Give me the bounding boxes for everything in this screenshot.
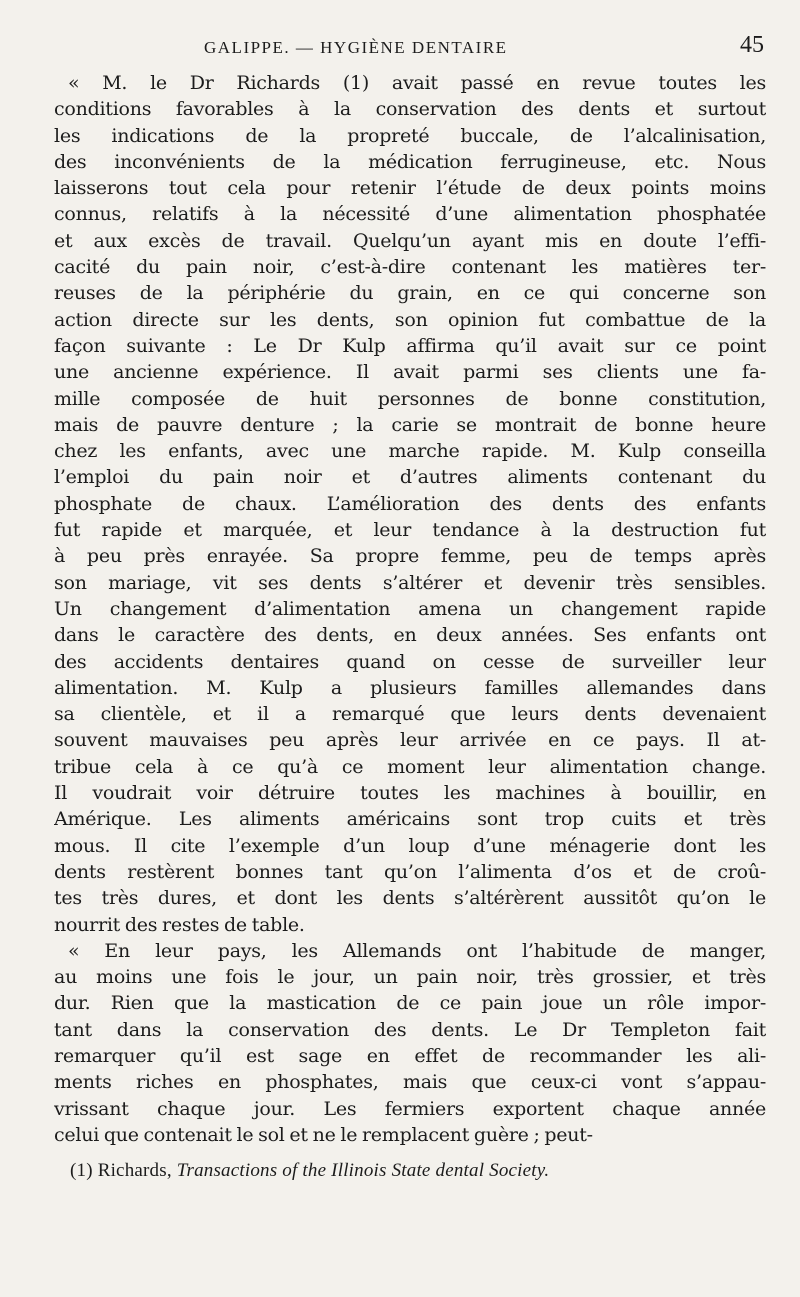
text-line: une ancienne expérience. Il avait parmi ses clients une fa- — [54, 361, 766, 384]
text-line: nourrit des restes de table. — [54, 913, 305, 936]
text-line: vrissant chaque jour. Les fermiers exportent chaque année — [54, 1097, 766, 1120]
text-line: façon suivante : Le Dr Kulp affirma qu’il avait sur ce point — [54, 334, 766, 357]
text-line: souvent mauvaises peu après leur arrivée en ce pays. Il at- — [54, 729, 766, 752]
text-line: des accidents dentaires quand on cesse de surveiller leur — [54, 650, 766, 673]
text-line: au moins une fois le jour, un pain noir, très grossier, et très — [54, 966, 766, 989]
text-line: alimentation. M. Kulp a plusieurs familles allemandes dans — [54, 676, 766, 699]
text-line: reuses de la périphérie du grain, en ce qui concerne son — [54, 282, 766, 305]
footnote-marker: (1) Richards, — [70, 1160, 177, 1182]
text-line: Amérique. Les aliments américains sont trop cuits et très — [54, 808, 766, 831]
footnote — [54, 1160, 766, 1182]
text-line: laisserons tout cela pour retenir l’étude de deux points moins — [54, 177, 766, 200]
text-line: Un changement d’alimentation amena un changement rapide — [54, 597, 766, 620]
text-line: les indications de la propreté buccale, de l’alcalinisation, — [54, 124, 766, 147]
text-line: mais de pauvre denture ; la carie se montrait de bonne heure — [54, 413, 766, 436]
text-line: dans le caractère des dents, en deux années. Ses enfants ont — [54, 624, 766, 647]
text-line: action directe sur les dents, son opinion fut combattue de la — [54, 308, 766, 331]
running-header — [54, 34, 766, 70]
text-line: fut rapide et marquée, et leur tendance à la destruction fut — [54, 519, 766, 542]
text-line: chez les enfants, avec une marche rapide. M. Kulp conseilla — [54, 440, 766, 463]
text-line: dur. Rien que la mastication de ce pain joue un rôle impor- — [54, 992, 766, 1015]
text-line: connus, relatifs à la nécessité d’une alimentation phosphatée — [54, 203, 766, 226]
text-line: mille composée de huit personnes de bonne constitution, — [54, 387, 766, 410]
footnote-citation: Transactions of the Illinois State dental Society. — [176, 1160, 550, 1182]
text-line: sa clientèle, et il a remarqué que leurs dents devenaient — [54, 703, 766, 726]
text-line: à peu près enrayée. Sa propre femme, peu de temps après — [54, 545, 766, 568]
text-line: tribue cela à ce qu’à ce moment leur alimentation change. — [54, 755, 766, 778]
text-line: dents restèrent bonnes tant qu’on l’alimenta d’os et de croû- — [54, 860, 766, 883]
text-line: l’emploi du pain noir et d’autres aliments contenant du — [54, 466, 766, 489]
text-line: « En leur pays, les Allemands ont l’habitude de manger, — [68, 939, 766, 962]
text-line: Il voudrait voir détruire toutes les machines à bouillir, en — [54, 782, 766, 805]
text-line: son mariage, vit ses dents s’altérer et devenir très sensibles. — [54, 571, 766, 594]
text-line: conditions favorables à la conservation des dents et surtout — [54, 98, 766, 121]
text-line: cacité du pain noir, c’est-à-dire contenant les matières ter- — [54, 256, 766, 279]
text-line: tes très dures, et dont les dents s’altérèrent aussitôt qu’on le — [54, 887, 766, 910]
text-line: phosphate de chaux. L’amélioration des dents des enfants — [54, 492, 766, 515]
page-number: 45 — [740, 32, 764, 58]
text-line: « M. le Dr Richards (1) avait passé en revue toutes les — [68, 72, 766, 94]
text-line: et aux excès de travail. Quelqu’un ayant mis en doute l’effi- — [54, 229, 766, 252]
text-line: des inconvénients de la médication ferrugineuse, etc. Nous — [54, 150, 766, 173]
body-text — [54, 70, 766, 1148]
text-line: celui que contenait le sol et ne le remplacent guère ; peut- — [54, 1123, 593, 1146]
running-title: GALIPPE. — HYGIÈNE DENTAIRE — [204, 38, 508, 57]
text-line: ments riches en phosphates, mais que ceux-ci vont s’appau- — [54, 1071, 766, 1094]
text-line: mous. Il cite l’exemple d’un loup d’une ménagerie dont les — [54, 834, 766, 857]
text-line: tant dans la conservation des dents. Le Dr Templeton fait — [54, 1018, 766, 1041]
text-line: remarquer qu’il est sage en effet de recommander les ali- — [54, 1044, 766, 1067]
